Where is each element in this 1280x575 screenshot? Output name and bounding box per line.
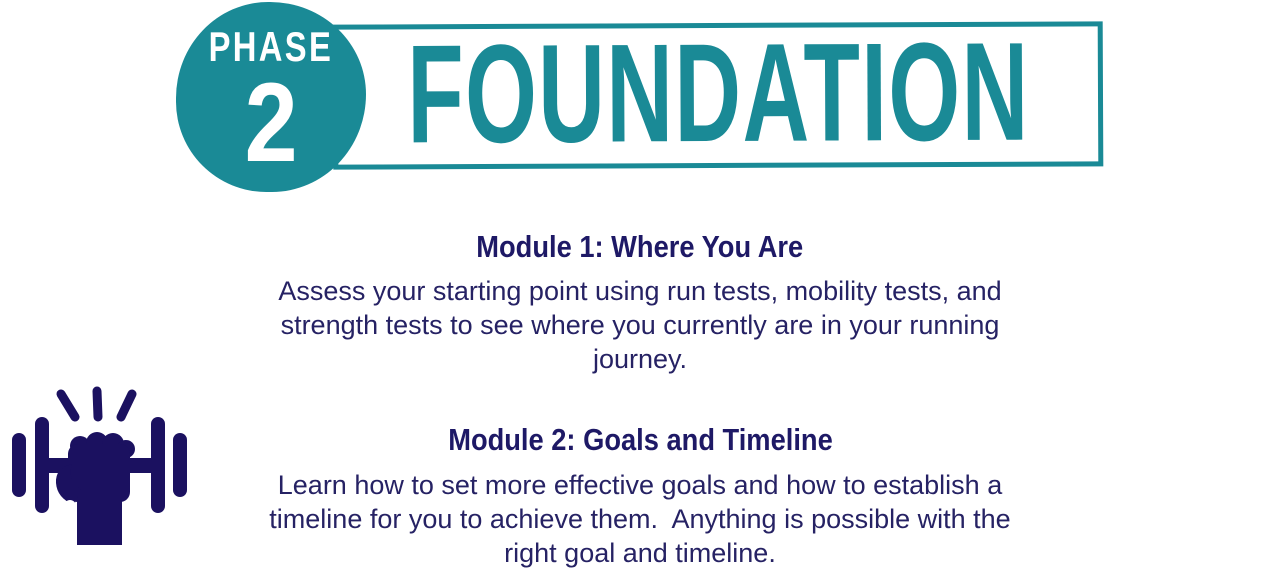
dumbbell-fist-icon	[2, 378, 197, 573]
module-1-heading	[0, 231, 1280, 264]
module-1-desc-line: Assess your starting point using run tests, mobility tests, and	[278, 276, 1002, 306]
module-2-heading-text: Module 2: Goals and Timeline	[447, 422, 833, 457]
module-1-desc-line: journey.	[592, 344, 688, 374]
dumbbell-fist-icon-svg	[2, 378, 197, 573]
module-2-desc-line: timeline for you to achieve them. Anything is possible with the	[269, 504, 1011, 534]
phase-number: 2	[244, 59, 298, 185]
module-2-desc-line: Learn how to set more effective goals and how to establish a	[277, 470, 1003, 500]
thumb-notch	[64, 500, 76, 512]
page-title: FOUNDATION	[406, 12, 1030, 172]
module-1-description	[0, 274, 1280, 376]
fist	[56, 432, 135, 545]
left-outer-plate	[12, 433, 26, 497]
module-1-desc-line: strength tests to see where you currently are in your running	[280, 310, 1000, 340]
phase-badge	[176, 2, 366, 192]
phase-label: PHASE	[208, 22, 334, 70]
motion-lines	[61, 391, 132, 417]
module-2-desc-line: right goal and timeline.	[504, 538, 776, 568]
foundation-title-box	[333, 12, 1104, 172]
module-1-heading-text: Module 1: Where You Are	[476, 229, 804, 264]
right-outer-plate	[173, 433, 187, 497]
